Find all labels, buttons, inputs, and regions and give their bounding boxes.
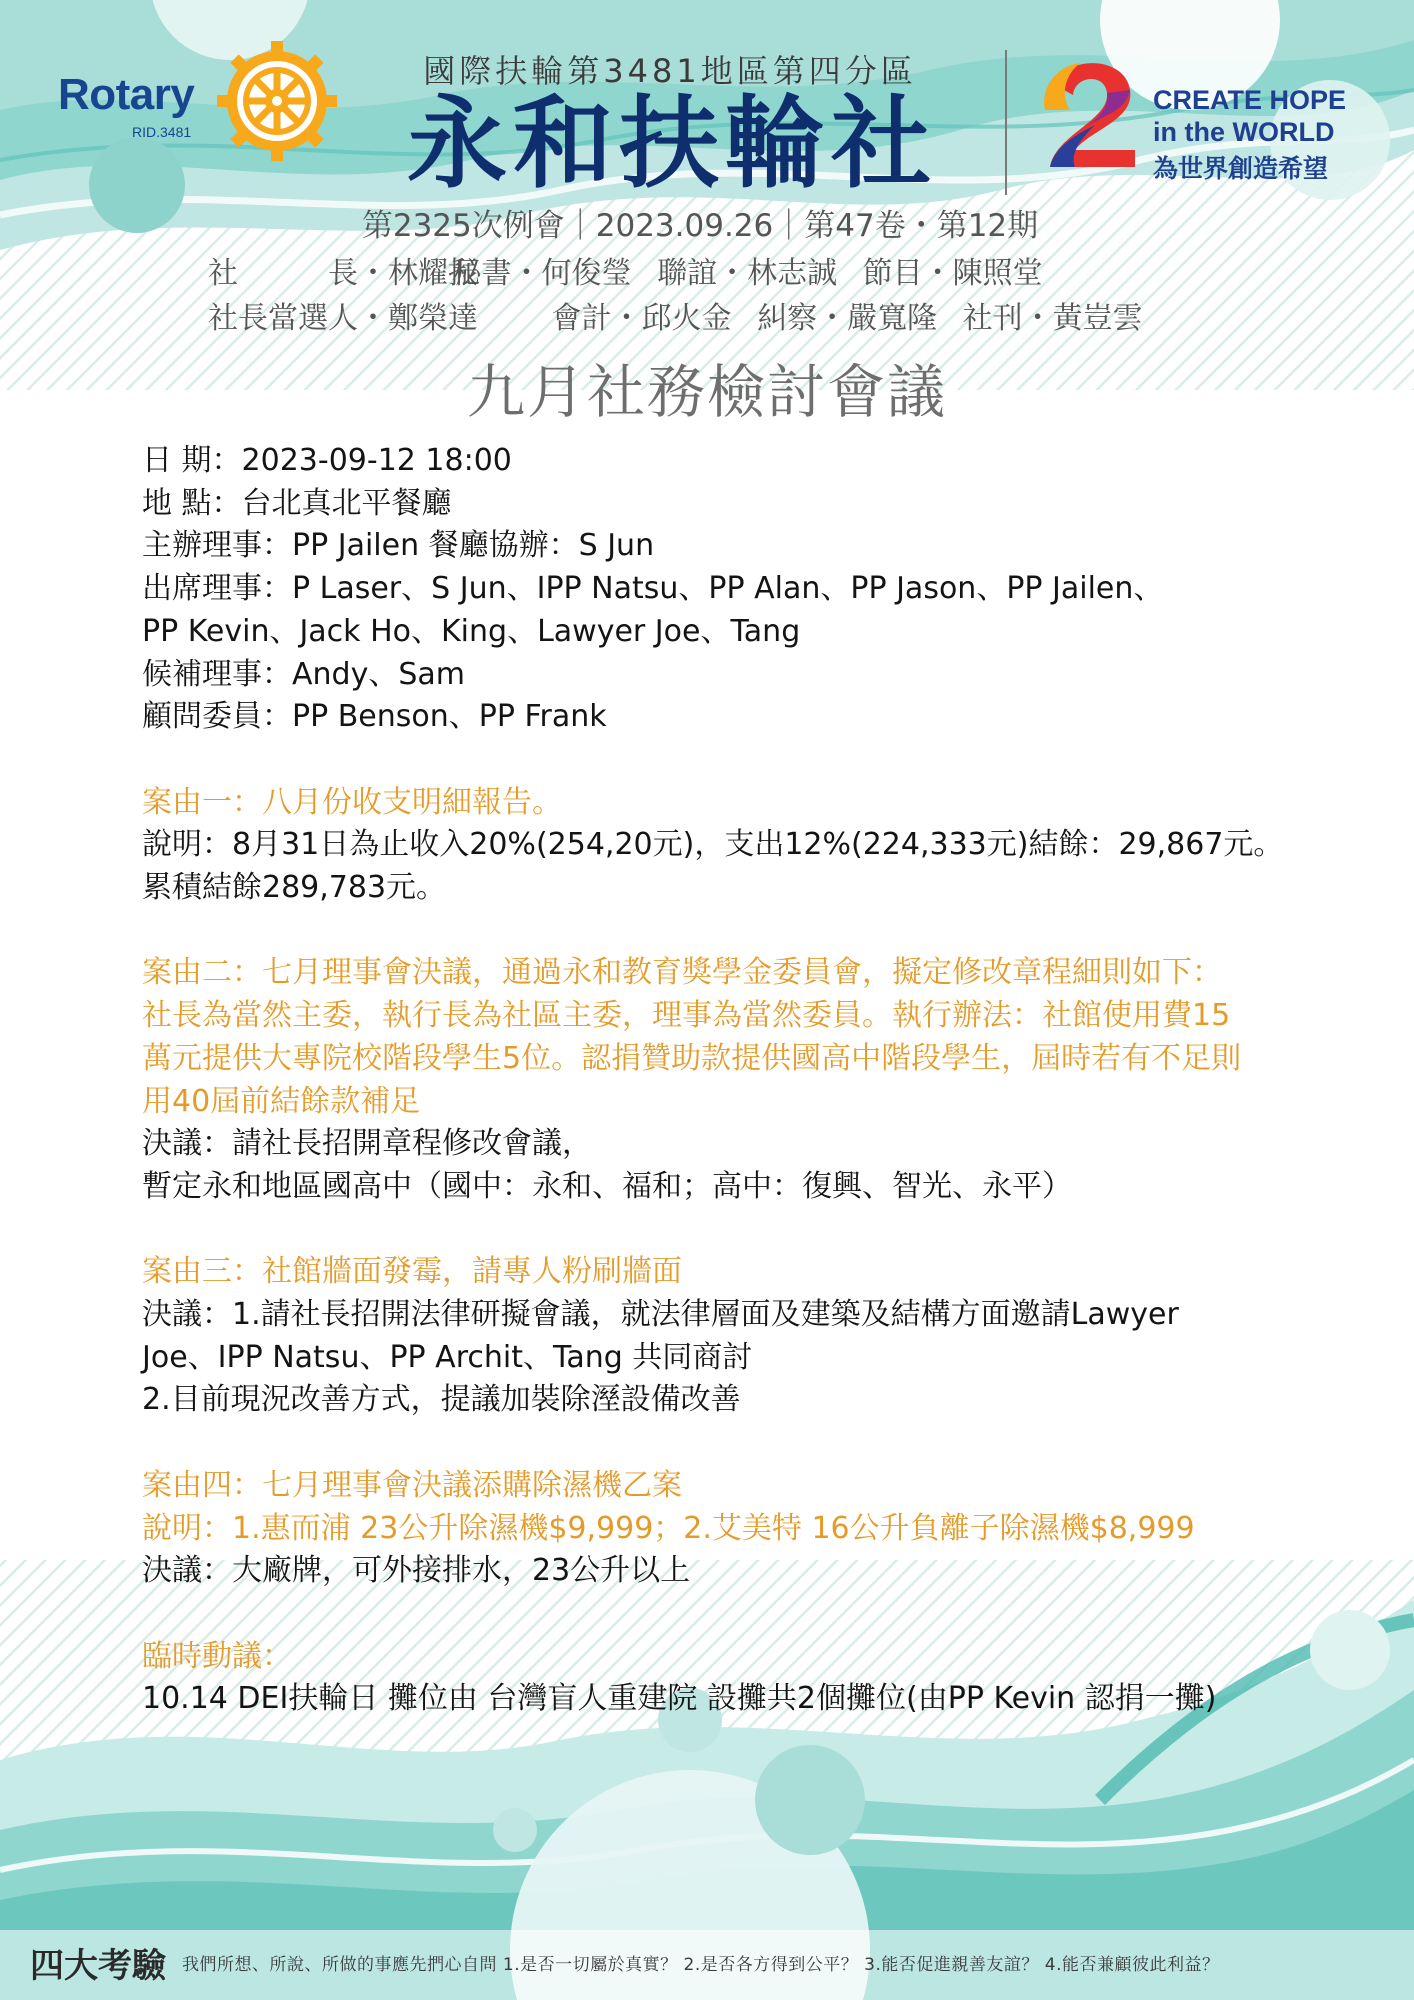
officer-treasurer: 會計・邱火金 xyxy=(551,301,732,336)
case-4-title: 案由四：七月理事會決議添購除濕機乙案 xyxy=(142,1467,682,1503)
case-3-resolution-1: 決議：1.請社長招開法律研擬會議，就法律層面及建築及結構方面邀請Lawyer xyxy=(142,1297,1179,1333)
meeting-minutes xyxy=(142,440,1292,1721)
case-2-title-3: 萬元提供大專院校階段學生5位。認捐贊助款提供國高中階段學生，屆時若有不足則 xyxy=(142,1040,1242,1076)
alternate-directors: 候補理事：Andy、Sam xyxy=(142,656,465,692)
officer-editor: 社刊・黃豈雲 xyxy=(962,301,1143,336)
create-hope-logo xyxy=(1035,55,1375,185)
theme-line-2: in the WORLD xyxy=(1153,117,1335,147)
officer-president: 社 長・林耀振 xyxy=(208,256,478,291)
meeting-date: 日 期：2023-09-12 18:00 xyxy=(142,443,512,478)
officers-row-2 xyxy=(208,293,1208,337)
rotary-wordmark: Rotary xyxy=(58,70,195,119)
case-2-title-1: 案由二：七月理事會決議，通過永和教育獎學金委員會，擬定修改章程細則如下： xyxy=(142,955,1222,991)
four-way-test-footer xyxy=(30,1940,1410,1984)
case-3-title: 案由三：社館牆面發霉，請專人粉刷牆面 xyxy=(142,1254,682,1290)
theme-line-1: CREATE HOPE xyxy=(1153,85,1347,115)
case-3-resolution-2: Joe、IPP Natsu、PP Archit、Tang 共同商討 xyxy=(142,1339,753,1375)
district-heading: 國際扶輪第3481地區第四分區 xyxy=(423,52,917,90)
case-4-desc: 說明：1.惠而浦 23公升除濕機$9,999；2.艾美特 16公升負離子除濕機$8,999 xyxy=(142,1510,1195,1546)
meeting-host: 主辦理事：PP Jailen 餐廳協辦：S Jun xyxy=(142,528,655,564)
officers-row-1 xyxy=(208,248,1208,292)
meeting-title: 九月社務檢討會議 xyxy=(466,358,947,426)
motion-title: 臨時動議： xyxy=(142,1638,292,1674)
case-2-title-2: 社長為當然主委，執行長為社區主委，理事為當然委員。執行辦法：社館使用費15 xyxy=(142,998,1231,1034)
rotary-logo xyxy=(58,40,348,150)
meeting-place: 地 點：台北真北平餐廳 xyxy=(142,485,452,521)
club-name: 永和扶輪社 xyxy=(407,84,937,202)
theme-line-3: 為世界創造希望 xyxy=(1153,155,1329,183)
case-1-desc-1: 說明：8月31日為止收入20%(254,20元)，支出12%(224,333元)結餘：29,867元。 xyxy=(142,827,1284,863)
case-1-desc-2: 累積結餘289,783元。 xyxy=(142,870,447,906)
attending-directors-1: 出席理事：P Laser、S Jun、IPP Natsu、PP Alan、PP Jason、PP Jailen、 xyxy=(142,571,1164,607)
officer-program: 節目・陳照堂 xyxy=(862,256,1043,291)
issue-info: 第2325次例會｜2023.09.26｜第47卷・第12期 xyxy=(361,208,1039,244)
case-2-resolution-1: 決議：請社長招開章程修改會議， xyxy=(142,1126,592,1162)
officer-sergeant: 糾察・嚴寬隆 xyxy=(757,301,938,336)
officer-president-elect: 社長當選人・鄭榮達 xyxy=(208,301,478,336)
case-2-title-4: 用40屆前結餘款補足 xyxy=(142,1083,421,1119)
officer-secretary: 秘書・何俊瑩 xyxy=(451,256,632,291)
advisors: 顧問委員：PP Benson、PP Frank xyxy=(142,699,607,735)
case-4-resolution: 決議：大廠牌，可外接排水，23公升以上 xyxy=(142,1553,691,1589)
case-1-title: 案由一：八月份收支明細報告。 xyxy=(142,784,562,820)
motion-text: 10.14 DEI扶輪日 攤位由 台灣盲人重建院 設攤共2個攤位(由PP Kevin 認捐一攤) xyxy=(142,1681,1217,1717)
create-hope-mark-icon xyxy=(1035,55,1147,175)
footer-text: 我們所想、所說、所做的事應先捫心自問 1.是否一切屬於真實？ 2.是否各方得到公平？ 3.能否促進親善友誼？ 4.能否兼顧彼此利益？ xyxy=(182,1954,1220,1975)
officer-fellowship: 聯誼・林志誠 xyxy=(657,256,838,291)
case-3-resolution-3: 2.目前現況改善方式，提議加裝除溼設備改善 xyxy=(142,1382,741,1418)
rotary-rid: RID.3481 xyxy=(132,124,192,140)
attending-directors-2: PP Kevin、Jack Ho、King、Lawyer Joe、Tang xyxy=(142,613,801,649)
rotary-wheel-icon xyxy=(216,40,338,162)
case-2-resolution-2: 暫定永和地區國高中（國中：永和、福和；高中：復興、智光、永平） xyxy=(142,1168,1072,1204)
header-divider xyxy=(1005,50,1007,195)
footer-title: 四大考驗 xyxy=(30,1945,166,1986)
